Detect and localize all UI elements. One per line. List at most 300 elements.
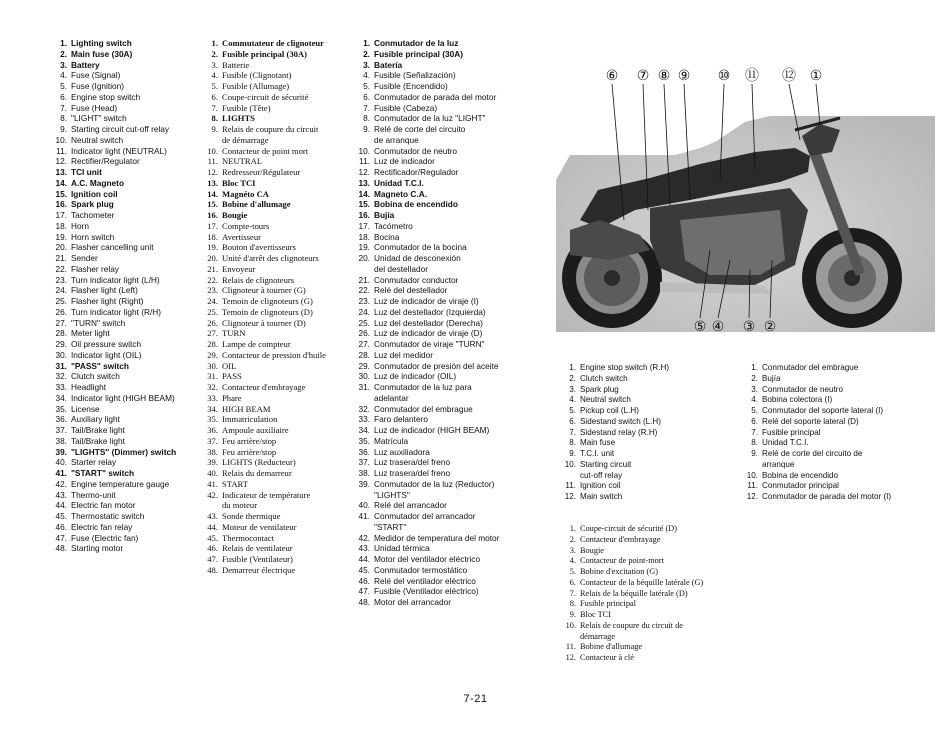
list-item	[346, 70, 499, 81]
item-label: Relé del ventilador eléctrico	[374, 575, 476, 586]
item-number: 42.	[207, 489, 218, 500]
list-item	[346, 275, 499, 286]
list-item	[30, 468, 176, 479]
item-label: Auxiliary light	[71, 414, 120, 425]
list-item	[346, 285, 499, 296]
list-item	[190, 60, 326, 71]
list-item	[546, 460, 669, 471]
item-number: 37.	[358, 457, 370, 468]
list-item	[30, 103, 176, 114]
list-item	[30, 296, 176, 307]
list-item	[30, 361, 176, 372]
item-label: Fusible (Señalización)	[374, 70, 456, 81]
list-item	[30, 146, 176, 157]
list-item	[346, 554, 499, 565]
item-label: Oil pressure switch	[71, 339, 142, 349]
item-label: Turn indicator light (L/H)	[71, 274, 160, 285]
item-label: Compte-tours	[222, 220, 270, 231]
item-number: 7.	[363, 102, 370, 113]
item-number: 7.	[751, 427, 758, 437]
item-label: LIGHTS (Reducteur)	[222, 457, 296, 468]
list-item	[346, 307, 499, 318]
item-number: 7.	[211, 102, 218, 113]
photo-caption-spanish	[732, 363, 891, 503]
item-number: 30.	[207, 360, 218, 371]
list-item	[346, 113, 499, 124]
item-label: Faro delantero	[374, 414, 428, 425]
item-label: cut-off relay	[580, 470, 623, 480]
item-number: 8.	[569, 438, 576, 448]
item-label: Conmutador de la luz para	[374, 382, 472, 392]
item-label: NEUTRAL	[222, 156, 263, 167]
item-label: Relais de ventilateur	[222, 543, 293, 554]
item-label: arranque	[762, 459, 795, 469]
item-label: Flasher cancelling unit	[71, 242, 154, 253]
item-number: 9.	[751, 449, 758, 458]
list-item	[190, 253, 326, 264]
list-item	[190, 38, 326, 49]
list-item	[190, 167, 326, 178]
list-item	[30, 543, 176, 554]
list-item	[190, 318, 326, 329]
item-label: Clignoteur à tourner (D)	[222, 317, 306, 328]
item-label: "PASS" switch	[71, 360, 129, 371]
list-item	[346, 328, 499, 339]
item-number: 11.	[565, 481, 576, 491]
item-label: "LIGHTS" (Dimmer) switch	[71, 446, 177, 457]
spanish-parts-list	[346, 38, 499, 608]
item-label: Starting circuit	[580, 459, 632, 469]
item-label: Fusible (Cabeza)	[374, 102, 438, 113]
item-number: 2.	[569, 534, 576, 544]
item-number: 31.	[207, 371, 218, 382]
item-number: 5.	[363, 81, 370, 91]
item-number: 44.	[55, 500, 67, 511]
list-item	[30, 339, 176, 350]
list-item	[546, 546, 703, 557]
item-number: 19.	[55, 231, 67, 242]
list-item	[190, 490, 326, 501]
item-label: del destellador	[374, 263, 428, 274]
list-item	[190, 199, 326, 210]
item-label: Main fuse (30A)	[71, 48, 133, 59]
item-number: 29.	[55, 339, 67, 349]
list-item	[546, 599, 703, 610]
list-item	[190, 189, 326, 200]
item-number: 43.	[358, 543, 370, 554]
list-item	[546, 428, 669, 439]
french-parts-list	[190, 38, 326, 576]
item-label: Conmutador de presión del aceite	[374, 360, 499, 371]
list-item	[190, 339, 326, 350]
item-number: 7.	[569, 588, 576, 598]
list-item	[190, 135, 326, 146]
list-item	[346, 533, 499, 544]
list-item	[346, 296, 499, 307]
item-number: 4.	[211, 70, 218, 81]
list-item	[346, 49, 499, 60]
list-item	[346, 576, 499, 587]
item-number: 5.	[60, 81, 67, 91]
item-number: 30.	[358, 371, 370, 382]
list-item	[30, 436, 176, 447]
list-item	[30, 124, 176, 135]
list-item	[30, 221, 176, 232]
item-label: Fusible principal	[580, 599, 636, 609]
list-item	[732, 374, 891, 385]
list-item	[30, 425, 176, 436]
item-number: 43.	[55, 489, 67, 500]
list-item	[190, 500, 326, 511]
page-number: 7-21	[463, 693, 488, 705]
item-label: Neutral switch	[580, 395, 631, 405]
item-number: 8.	[363, 113, 370, 124]
list-item	[30, 457, 176, 468]
item-number: 38.	[358, 468, 370, 478]
item-label: Bujía	[374, 210, 395, 220]
item-label: TCI unit	[71, 167, 102, 177]
item-number: 33.	[55, 382, 67, 392]
list-item	[546, 524, 703, 535]
list-item	[190, 307, 326, 318]
item-label: Motor del ventilador eléctrico	[374, 554, 481, 564]
item-number: 12.	[565, 653, 576, 662]
item-number: 34.	[358, 425, 370, 435]
item-label: Batterie	[222, 59, 250, 70]
list-item	[346, 318, 499, 329]
list-item	[30, 350, 176, 361]
item-label: Electric fan relay	[71, 521, 133, 532]
item-number: 4.	[60, 70, 67, 81]
list-item	[30, 275, 176, 286]
item-number: 36.	[358, 446, 370, 457]
item-label: Bobine d'allumage	[222, 199, 291, 210]
item-label: START	[222, 478, 249, 489]
item-label: Flasher light (Left)	[71, 285, 138, 296]
list-item	[190, 49, 326, 60]
list-item	[190, 103, 326, 114]
item-label: Bobine d'excitation (G)	[580, 567, 658, 576]
list-item	[190, 124, 326, 135]
item-label: Conmutador de parada del motor (I)	[762, 492, 892, 501]
item-label: Bocina	[374, 231, 400, 242]
item-label: Coupe-circuit de sécurité (D)	[580, 524, 677, 533]
list-item	[732, 449, 891, 460]
item-label: Fusible (Tête)	[222, 102, 271, 113]
item-number: 29.	[358, 360, 370, 371]
item-label: Conmutador de neutro	[762, 384, 843, 394]
callout-4: ④	[711, 319, 725, 335]
item-number: 39.	[358, 478, 370, 489]
item-number: 27.	[358, 339, 370, 349]
list-item	[346, 371, 499, 382]
item-label: Fusible principal (30A)	[222, 48, 307, 59]
list-item	[346, 135, 499, 146]
item-number: 44.	[207, 521, 218, 532]
item-label: Contacteur de pression d'huile	[222, 349, 326, 360]
item-number: 22.	[358, 285, 370, 296]
item-label: Fuse (Ignition)	[71, 81, 125, 91]
list-item	[30, 178, 176, 189]
item-label: Conmutador conductor	[374, 274, 459, 285]
item-number: 21.	[55, 253, 67, 263]
item-number: 38.	[55, 435, 67, 446]
callout-7: ⑦	[636, 68, 650, 84]
list-item	[546, 395, 669, 406]
item-number: 46.	[55, 521, 67, 532]
item-number: 8.	[211, 113, 218, 124]
item-label: Fusible (Ventilador eléctrico)	[374, 586, 479, 597]
item-number: 5.	[569, 567, 576, 576]
item-label: Pickup coil (L.H)	[580, 406, 639, 415]
item-label: Luz de indicador de viraje (D)	[374, 328, 483, 339]
item-number: 18.	[358, 231, 370, 242]
item-number: 1.	[569, 363, 576, 372]
list-item	[346, 425, 499, 436]
item-label: Conmutador del embrague	[374, 403, 473, 414]
item-number: 23.	[55, 274, 67, 285]
item-label: Thermo-unit	[71, 489, 116, 500]
item-number: 7.	[60, 102, 67, 113]
list-item	[346, 479, 499, 490]
item-number: 16.	[55, 199, 67, 210]
item-label: adelantar	[374, 392, 409, 403]
item-label: du moteur	[222, 500, 258, 511]
item-number: 23.	[358, 296, 370, 306]
item-label: Relais du demarreur	[222, 468, 292, 478]
item-label: Engine stop switch	[71, 91, 141, 102]
list-item	[30, 414, 176, 425]
item-label: Conmutador de parada del motor	[374, 91, 497, 102]
item-label: Luz de indicador	[374, 156, 435, 167]
item-label: "START" switch	[71, 468, 135, 478]
item-label: Envoyeur	[222, 263, 256, 274]
item-label: Thermostatic switch	[71, 511, 145, 521]
item-number: 40.	[207, 468, 218, 478]
item-number: 25.	[207, 306, 218, 317]
item-number: 45.	[358, 564, 370, 575]
item-label: Clutch switch	[71, 371, 120, 382]
item-label: Luz trasera/del freno	[374, 468, 451, 478]
item-label: Fuse (Signal)	[71, 70, 121, 81]
list-item	[346, 124, 499, 135]
list-item	[190, 285, 326, 296]
item-label: OIL	[222, 360, 237, 371]
list-item	[546, 556, 703, 567]
item-number: 24.	[207, 296, 218, 306]
item-label: Luz auxiliadora	[374, 446, 430, 457]
item-label: "LIGHTS"	[374, 489, 410, 500]
item-number: 14.	[55, 177, 67, 188]
item-number: 43.	[207, 511, 218, 521]
item-label: Bouton d'avertisseurs	[222, 242, 296, 253]
item-label: Batería	[374, 59, 403, 70]
item-number: 24.	[358, 306, 370, 317]
item-number: 27.	[207, 328, 218, 339]
list-item	[190, 393, 326, 404]
item-label: Relé del destellador	[374, 285, 448, 296]
list-item	[346, 167, 499, 178]
item-number: 24.	[55, 285, 67, 296]
list-item	[30, 189, 176, 200]
item-number: 44.	[358, 554, 370, 564]
list-item	[546, 578, 703, 589]
item-number: 40.	[358, 500, 370, 511]
item-label: Motor del arrancador	[374, 597, 452, 607]
item-number: 16.	[358, 210, 370, 220]
list-item	[346, 468, 499, 479]
callout-12: ⑫	[782, 68, 796, 84]
item-label: Feu arrière/stop	[222, 446, 277, 457]
list-item	[190, 70, 326, 81]
item-label: Starting motor	[71, 543, 124, 554]
item-number: 13.	[55, 167, 67, 177]
item-label: Ampoule auxiliaire	[222, 425, 289, 435]
item-number: 10.	[564, 459, 576, 469]
item-label: Bobina de encendido	[762, 470, 839, 480]
list-item	[546, 406, 669, 417]
item-label: Tachometer	[71, 210, 115, 220]
item-label: Bobina de encendido	[374, 199, 458, 210]
item-label: Relais de la béquille latérale (D)	[580, 588, 688, 598]
list-item	[190, 156, 326, 167]
item-label: Turn indicator light (R/H)	[71, 306, 162, 317]
callout-6: ⑥	[605, 68, 619, 84]
list-item	[190, 328, 326, 339]
list-item	[546, 417, 669, 428]
item-number: 9.	[363, 124, 370, 134]
item-number: 15.	[358, 199, 370, 210]
item-number: 26.	[55, 306, 67, 317]
item-label: Luz del medidor	[374, 349, 434, 360]
callout-11: ⑪	[745, 68, 759, 84]
item-number: 35.	[55, 403, 67, 414]
list-item	[190, 232, 326, 243]
list-item	[30, 500, 176, 511]
item-number: 6.	[60, 91, 67, 102]
list-item	[346, 156, 499, 167]
item-label: Conmutador del embrague	[762, 363, 859, 372]
item-label: Tail/Brake light	[71, 425, 125, 435]
list-item	[346, 597, 499, 608]
item-label: PASS	[222, 371, 242, 382]
item-label: Relais de clignoteurs	[222, 274, 295, 285]
item-label: Conmutador de viraje "TURN"	[374, 339, 485, 349]
item-number: 41.	[358, 511, 370, 521]
item-number: 2.	[363, 48, 370, 59]
item-number: 12.	[55, 156, 67, 167]
item-number: 4.	[569, 556, 576, 566]
list-item	[346, 522, 499, 533]
item-label: T.C.I. unit	[580, 449, 615, 458]
item-label: Horn	[71, 220, 89, 231]
item-number: 12.	[358, 167, 370, 177]
item-number: 7.	[569, 427, 576, 437]
item-number: 36.	[207, 425, 218, 435]
item-number: 18.	[55, 220, 67, 231]
item-label: Relé de corte del circuito	[374, 124, 466, 134]
list-item	[190, 221, 326, 232]
list-item	[546, 449, 669, 460]
item-number: 22.	[55, 263, 67, 274]
list-item	[190, 178, 326, 189]
item-label: Temoin de clignoteurs (G)	[222, 296, 313, 306]
item-number: 4.	[751, 395, 758, 405]
item-label: Phare	[222, 392, 242, 403]
item-number: 2.	[751, 373, 758, 383]
list-item	[190, 565, 326, 576]
item-number: 11.	[747, 481, 758, 491]
item-label: Spark plug	[580, 384, 619, 394]
item-number: 42.	[358, 532, 370, 543]
item-number: 10.	[746, 470, 758, 480]
list-item	[346, 586, 499, 597]
item-label: Relé de corte del circuito de	[762, 449, 863, 458]
item-number: 17.	[55, 210, 67, 220]
item-number: 1.	[211, 38, 218, 48]
item-label: Bloc TCI	[222, 177, 256, 188]
item-label: Contacteur de point mort	[222, 145, 309, 156]
item-label: Rectifier/Regulator	[71, 156, 140, 167]
item-label: Fuse (Head)	[71, 102, 118, 113]
list-item	[346, 221, 499, 232]
list-item	[546, 438, 669, 449]
item-label: Bujía	[762, 373, 781, 383]
item-label: Headlight	[71, 382, 107, 392]
item-number: 26.	[207, 317, 218, 328]
list-item	[346, 60, 499, 71]
item-label: Coupe-circuit de sécurité	[222, 91, 309, 102]
item-label: Bobine d'allumage	[580, 642, 643, 652]
list-item	[346, 382, 499, 393]
item-number: 35.	[207, 414, 218, 425]
item-number: 34.	[207, 403, 218, 414]
item-number: 13.	[358, 177, 370, 188]
item-number: 19.	[358, 242, 370, 253]
list-item	[190, 533, 326, 544]
list-item	[546, 567, 703, 578]
item-number: 2.	[211, 48, 218, 59]
item-label: TURN	[222, 328, 246, 339]
item-number: 10.	[565, 620, 576, 630]
item-label: Luz de indicador (OIL)	[374, 371, 457, 382]
item-number: 20.	[55, 242, 67, 253]
item-label: Avertisseur	[222, 231, 261, 242]
list-item	[732, 385, 891, 396]
item-number: 39.	[207, 457, 218, 468]
item-number: 8.	[60, 113, 67, 124]
list-item	[30, 156, 176, 167]
list-item	[30, 371, 176, 382]
list-item	[732, 406, 891, 417]
item-number: 12.	[207, 167, 218, 177]
list-item	[346, 189, 499, 200]
item-label: Tacómetro	[374, 220, 413, 231]
list-item	[30, 92, 176, 103]
item-number: 25.	[358, 317, 370, 328]
item-number: 33.	[358, 414, 370, 425]
item-label: Immatriculation	[222, 414, 278, 425]
list-item	[732, 471, 891, 482]
item-number: 2.	[60, 48, 67, 59]
list-item	[190, 479, 326, 490]
list-item	[190, 382, 326, 393]
list-item	[30, 264, 176, 275]
item-label: Relé del arrancador	[374, 500, 447, 511]
item-label: Lampe de compteur	[222, 339, 291, 349]
item-label: Rectificador/Regulador	[374, 167, 459, 177]
list-item	[190, 404, 326, 415]
